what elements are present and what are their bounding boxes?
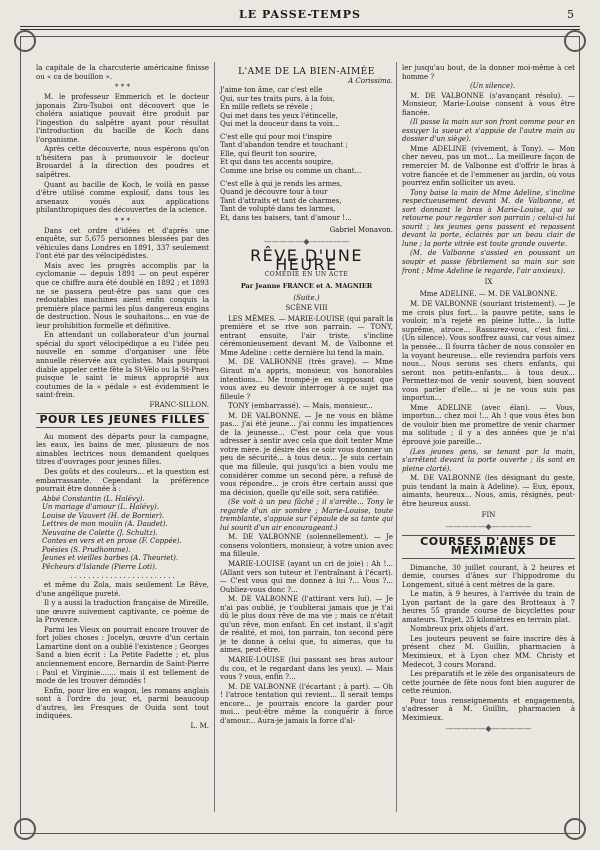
article-paragraph: En attendant un collaborateur d'un journal spécial du sport vélocipédique a eu l'idée peu nouvelle en somme d'organiser une fête annuelle réservée aux cyclistes. Mais pourquoi diable appeler cette fête la St-Vélo ou la St-Pneu puisque le saint le mieux approprié aux coutumes de la « pédale » est évidemment le saint-frein.	[36, 331, 209, 400]
column-3	[402, 64, 575, 737]
masthead-title: LE PASSE-TEMPS	[239, 8, 361, 21]
divider-ornament: —————◆—————	[445, 724, 532, 734]
article-paragraph: Enfin, pour lire en wagon, les romans anglais sont à l'ordre du jour, et, parmi beaucoup d'autres, les Fresques de Ouida sont tout indiquées.	[36, 686, 209, 721]
play-paragraph: TONY (embarrassé). — Mais, monsieur...	[228, 402, 373, 411]
play-paragraph: Mme ADELINE (vivement, à Tony). — Mon cher neveu, pas un mot... La meilleure façon de remercier M. de Valbonne est d'offrir le bras à votre fiancée et de l'emmener au jardin, où vous pourrez enfin solliciter un aveu.	[402, 144, 575, 188]
column-1	[36, 64, 209, 731]
book-item: Louise de Vauvert (H. de Bornier).	[42, 511, 165, 520]
article-paragraph: Les jouteurs peuvent se faire inscrire dès à présent chez M. Guillin, pharmacien à Meximieux, et à Lyon chez MM. Christy et Medecot, 3 cours Morand.	[402, 634, 575, 669]
article-paragraph: Les préparatifs et le zèle des organisateurs de cette journée de fête nous font bien augurer de cette réunion.	[402, 670, 575, 696]
poem-line: C'est elle à qui je rends les armes,	[220, 179, 343, 188]
stage-direction: (Il passe la main sur son front comme pour en essuyer la sueur et s'appuie de l'autre main au dossier d'un siège).	[402, 118, 575, 144]
headline-jeunes-filles: POUR LES JEUNES FILLES	[36, 413, 209, 428]
poem-dedication: A Corissima.	[348, 76, 393, 85]
article-paragraph: Dimanche, 30 juillet courant, à 2 heures et demie, courses d'ânes sur l'hippodrome du Longement, situé à cent mètres de la gare.	[402, 563, 575, 589]
article-paragraph: Dans cet ordre d'idées et d'après une enquête, sur 5,675 personnes blessées par des véhicules dans Londres en 1891, 337 seulement l'ont été par des vélocipédistes.	[36, 226, 209, 261]
poem-line: Tant d'abandon tendre et touchant ;	[220, 141, 348, 150]
play-paragraph: M. DE VALBONNE. — Je ne vous en blâme pas... j'ai été jeune... j'ai connu les impatiences de la jeunesse... C'est pour cela que vous adresser à sentir avec cela que doit tenter Mme votre mère. je désire dès ce soir vous donner un peu de sécurité... à tous deux... Je suis certain que ma filleule, qui jusqu'ici a bien voulu me considérer comme un second père, a refusé de vous répondre... je crois être certain aussi que ma décision, quelle qu'elle soit, sera ratifiée.	[220, 411, 393, 497]
page-number: 5	[567, 8, 574, 21]
play-end: FIN	[481, 511, 496, 520]
play-paragraph: M. DE VALBONNE (l'attirant vers lui). — Je n'ai pas oublié, je t'oublierai jamais que je t'ai dû le plus doux rêve de ma vie ; mais ce n'était qu'un rêve, mon enfant. En cet instant, il s'agit de réalité, et moi, ton parrain, ton second père je te donne à celui que, tu aimeras, que tu aimes, peut-être.	[220, 595, 393, 655]
stage-direction: (Les jeunes gens, se tenant par la main, s'arrêtent devant la porte ouverte ; ils sont en pleine clarté).	[402, 447, 575, 473]
play-suite: (Suite.)	[293, 293, 320, 302]
poem-stanza	[220, 180, 393, 223]
play-paragraph: M. DE VALBONNE (s'avançant résolu). — Monsieur, Marie-Louise consent à vous être fiancée.	[402, 91, 575, 117]
masthead-rule-top	[20, 26, 580, 27]
book-item: Un mariage d'amour (L. Halévy).	[42, 503, 159, 512]
divider-ornament: —————◆—————	[445, 521, 532, 531]
article-paragraph: Quant au bacille de Koch, le voilà en passe d'être utilisé comme explosif, dans tous les arsenaux voués aux applications philanthropiques des découvertes de la science.	[36, 180, 209, 215]
article-paragraph: Il y a aussi la traduction française de Mireille, une œuvre suivement captivante, ce poème de la Provence.	[36, 599, 209, 625]
book-item: Contes en vers et en prose (F. Coppée).	[42, 537, 182, 546]
poem-line: Quand je découvre tour à tour	[220, 188, 328, 197]
play-paragraph: MARIE-LOUISE (lui passant ses bras autour du cou, et le regardant dans les yeux). — Mais vous ? vous, enfin ?...	[220, 656, 393, 682]
play-paragraph: MARIE-LOUISE (ayant un cri de joie) : Ah !... (Allant vers son tuteur et l'entraînant à l'écart). — C'est vous qui me donnez à lui ?... Vous ?... Oubliez-vous donc ?...	[220, 559, 393, 594]
article-paragraph: Mais avec les progrès accomplis par la cyclomanie — depuis 1891 — on peut espérer que ce chiffre aura été doublé en 1892 ; et 1893 ne se passera peut-être pas sans que ces redoutables machines aient enfin conquis la première place parmi les plus dangereux engins de destruction. Nous le souhaitons... en vue de leur prohibition formelle et définitive.	[36, 261, 209, 330]
masthead	[20, 8, 580, 24]
poem-line: En mille reflets se révèle ;	[220, 103, 314, 112]
play-paragraph: Mme ADELINE (avec élan). — Vous, importun... chez moi !... Ah ! que vous êtes bon de vouloir bien me promettre de venir charmer ma solitude ; il y a des années que je n'ai éprouvé joie pareille...	[402, 403, 575, 446]
poem-title: L'AME DE LA BIEN-AIMÉE	[238, 67, 375, 77]
book-item: Lettres de mon moulin (A. Daudet).	[42, 520, 168, 529]
poem-stanza	[220, 86, 393, 129]
article-paragraph: M. le professeur Emmerich et le docteur japonais Ziro-Tsuboi ont découvert que le choléra asiatique pouvait être produit par l'ingestion du salpêtre ayant pour résultat l'introduction du bacille de Koch dans l'organisme.	[36, 93, 209, 144]
poem-line: C'est elle qui pour moi t'inspire	[220, 132, 332, 141]
divider-ornament: —————◆—————	[263, 236, 350, 246]
book-item: Neuvaine de Colette (J. Schultz).	[42, 528, 158, 537]
article-paragraph: Après cette découverte, nous espérons qu'on n'hésitera pas à promouvoir le docteur Brouardel à la direction des poudres et salpêtres.	[36, 145, 209, 180]
masthead-rule-bottom	[20, 29, 580, 30]
poem-signature: Gabriel Monavon.	[329, 226, 393, 235]
section-separator: * * *	[115, 83, 130, 92]
poem-line: Et, dans tes baisers, tant d'amour !...	[220, 213, 352, 222]
poem-line: Qui met dans tes yeux l'étincelle,	[220, 111, 338, 120]
corner-ornament-top-right	[564, 30, 586, 52]
article-paragraph: Nombreux prix objets d'art.	[410, 625, 509, 634]
column-divider-1	[214, 62, 215, 812]
book-item: Pêcheurs d'Islande (Pierre Loti).	[42, 562, 158, 571]
stage-direction: (M. de Valbonne s'assied en poussant un soupir et passe fébrilement sa main sur son front ; Mme Adeline le regarde, l'air anxieux).	[402, 249, 575, 275]
poem-line: J'aime ton âme, car c'est elle	[220, 86, 323, 95]
article-paragraph: la capitale de la charcuterie américaine finisse ou « ca de bouillon ».	[36, 64, 209, 81]
book-item: Abbé Constantin (L. Halévy).	[42, 494, 145, 503]
article-paragraph: Des goûts et des couleurs... et la question est embarrassante. Cependant la préférence pourrait être donnée à :	[36, 467, 209, 494]
scene-cast: Mme ADELINE. — M. DE VALBONNE.	[419, 289, 558, 298]
play-paragraph: M. DE VALBONNE (l'écartant ; à part). — Oh ! l'atroce tentation qui revient... Il serait temps encore... je pourrais encore la garder pour moi... peut-être même la conquérir à force d'amour... Aura-je jamais la force d'al-	[220, 682, 393, 725]
corner-ornament-bottom-left	[14, 818, 36, 840]
stage-direction: (Un silence).	[469, 82, 516, 91]
play-paragraph: M. DE VALBONNE (très grave). — Mme Giraut m'a appris, monsieur, vos honorables intentions... Me trompé-je en supposant que vous avez eu devoir interroger à ce sujet ma filleule ?	[220, 358, 393, 401]
section-separator: * * *	[115, 216, 130, 225]
article-signature: FRANC-SILLON.	[149, 400, 209, 409]
poem-stanza	[220, 133, 393, 176]
book-item: Poésies (S. Prudhomme).	[42, 545, 131, 554]
corner-ornament-bottom-right	[564, 818, 586, 840]
article-signature: L. M.	[190, 721, 209, 730]
poem-line: Elle, qui fleurit ton sourire,	[220, 149, 317, 158]
scene-heading: IX	[484, 278, 493, 287]
article-paragraph: et même du Zola, mais seulement Le Rêve, d'une angélique pureté.	[36, 581, 209, 598]
play-paragraph: LES MÊMES. — MARIE-LOUISE (qui paraît la première et se rive son parrain. — TONY, entrant ensuite, l'air triste, s'incline cérémonieusement devant M. de Valbonne et Mme Adeline : cette dernière lui tend la main.	[220, 314, 393, 357]
article-paragraph: Le matin, à 9 heures, à l'arrivée du train de Lyon partant de la gare des Brotteaux à 7 heures 55 grande course de bicyclettes pour amateurs. Trajet, 25 kilomètres en terrain plat.	[402, 590, 575, 624]
poem-line: Et qui dans tes accents soupire,	[220, 158, 334, 167]
poem-line: Tant de volupté dans tes larmes,	[220, 205, 336, 214]
column-divider-2	[396, 62, 397, 812]
article-paragraph: Parmi les Vieux on pourrait encore trouver de fort jolies choses : Jocelyn, œuvre d'un certain Lamartine dont on a oublié l'existence ; Georges Sand a bien écrit : La Petite Fadette ; et, plus anciennement encore, Bernardin de Saint-Pierre : Paul et Virginie....... mais il est tellement de mode de les trouver démodés !	[36, 625, 209, 686]
play-authors: Par Jeanne FRANCE et A. MAGNIER	[240, 282, 373, 291]
play-subtitle: COMÉDIE EN UN ACTE	[264, 271, 349, 279]
play-paragraph: ler jusqu'au bout, de la donner moi-même à cet homme ?	[402, 64, 575, 81]
corner-ornament-top-left	[14, 30, 36, 52]
poem-line: Tant d'attraits et tant de charmes,	[220, 196, 342, 205]
article-paragraph: Pour tous renseignements et engagements, s'adresser à M. Guillin, pharmacien à Meximieux.	[402, 696, 575, 722]
book-list	[36, 495, 209, 572]
stage-direction: (Se voit à un peu fâché ; il s'arrête... Tony le regarde d'un air sombre ; Marie-Louise, toute tremblante, s'appuie sur l'épaule de sa tante qui lui sourit d'un air encourageant.)	[220, 498, 393, 532]
poem	[220, 86, 393, 222]
poem-line: Qui, sur tes traits purs, à la fois,	[220, 94, 335, 103]
play-paragraph: M. DE VALBONNE (les désignant du geste, puis tendant la main à Adeline). — Eux, époux, aimants, heureux... Nous, amis, résignés, peut-être heureux aussi.	[402, 474, 575, 508]
headline-courses: COURSES D'ANES DE MEXIMIEUX	[402, 535, 575, 558]
play-paragraph: M. DE VALBONNE (solennellement). — Je consens volontiers, monsieur, à votre union avec ma filleule.	[220, 533, 393, 559]
poem-line: Qui met la douceur dans ta voix...	[220, 120, 340, 129]
scene-heading: SCÈNE VIII	[285, 304, 328, 313]
dotted-separator: . . . . . . . . . . . . . . . . . . . . . . . .	[70, 571, 175, 580]
column-2	[220, 64, 393, 726]
book-item: Jeunes et vieilles barbes (A. Theuriet).	[42, 554, 179, 563]
play-title: RÊVE D'UNE HEURE	[250, 246, 363, 274]
poem-line: Comme une brise ou comme un chant...	[220, 167, 362, 176]
stage-direction: Tony baise la main de Mme Adeline, s'incline respectueusement devant M. de Valbonne, et sort donnant le bras à Marie-Louise, qui se retourne pour regarder son parrain ; celui-ci lui sourit ; les jeunes gens passent et repassent devant la porte, éclairés par un beau clair de lune ; la porte vitrée est toute grande ouverte.	[402, 188, 575, 248]
play-paragraph: M. DE VALBONNE (souriant tristement). — Je me crois plus fort... la pauvre petite, sans le vouloir, m'a rejeté en pleine lutte... la lutte suprême, atroce... Rassurez-vous, c'est fini... (Un silence). Vous souffrez aussi, car vous aimez la pensée... Il fourra tâcher de nous consoler en la voyant heureuse... elle reviendra parfois vers nous... Nous serons ses chers enfants, qui seront nos petits-enfants... à tous deux... Permettez-moi de venir souvent, bien souvent vous parler d'elle... si je ne vous suis pas importun...	[402, 300, 575, 403]
article-paragraph: Au moment des départs pour la campagne, les eaux, les bains de mer, plusieurs de nos aimables lectrices nous demandent quelques titres d'ouvrages pour jeunes filles.	[36, 432, 209, 467]
